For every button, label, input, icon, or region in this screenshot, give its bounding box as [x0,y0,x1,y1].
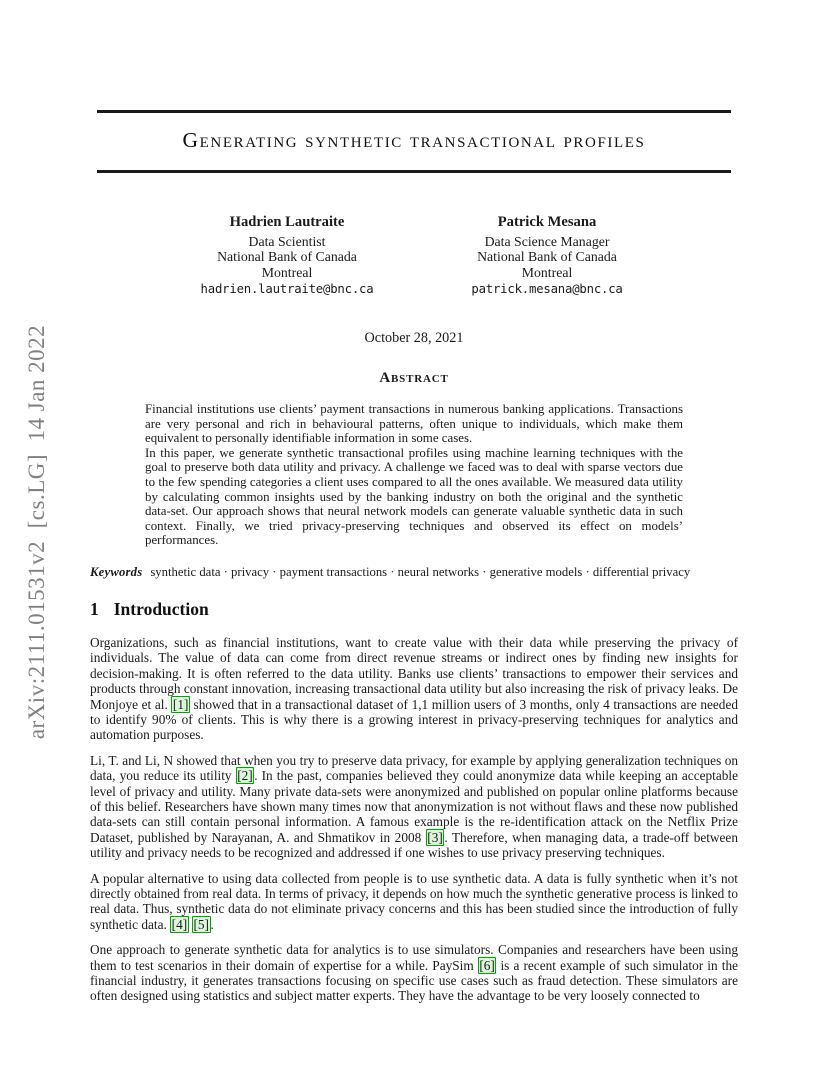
abstract-text [145,402,683,548]
abstract-paragraph: In this paper, we generate synthetic transactional profiles using machine learning techniques with the goal to preserve both data utility and privacy. A challenge we faced was to deal with sparse vectors due to the few spending categories a client uses compared to all the ones available. We measured data utility by calculating common insights used by the banking industry on both the original and the synthetic data-set. Our approach shows that neural network models can generate valuable synthetic data in such context. Finally, we tried privacy-preserving techniques and observed its effect on models’ performances. [145,445,683,548]
body-paragraph: Li, T. and Li, N showed that when you try to preserve data privacy, for example by applying generalization techniques on data, you reduce its utility [2] . In the past, companies believed they could anonymize data while keeping an acceptable level of privacy and utility. Many private data-sets were anonymized and published on popular online platforms because of this belief. Researchers have shown many times now that anonymization is not without flaws and these now published data-sets can still contain personal information. A famous example is the re-identification attack on the Netflix Prize Dataset, published by Narayanan, A. and Shmatikov in 2008 [3] . Therefore, when managing data, a trade-off between utility and privacy needs to be recognized and addressed if one wishes to use privacy preserving techniques. [90,752,738,861]
body-paragraph: A popular alternative to using data collected from people is to use synthetic data. A data is fully synthetic when it’s not directly obtained from real data. In terms of privacy, it depends on how much the synthetic generative process is linked to real data. Thus, synthetic data do not eliminate privacy concerns and this has been studied since the introduction of fully synthetic data. [4] [5] . [90,870,738,932]
author-email: patrick.mesana@bnc.ca [471,281,623,296]
author-block [157,215,417,297]
abstract-heading: Abstract [379,370,449,386]
author-city: Montreal [261,264,313,280]
keywords-line [90,565,738,580]
citation-link[interactable]: [4] [171,916,188,932]
section-title: Introduction [113,598,209,619]
title-rule-top [97,110,731,113]
author-email: hadrien.lautraite@bnc.ca [200,281,374,296]
author-block [417,215,677,297]
author-affiliation: National Bank of Canada [217,249,357,265]
abstract-paragraph: Financial institutions use clients’ payment transactions in numerous banking applications. Transactions are very personal and rich in behavioural patterns, often unique to individuals, which make them equivalent to personally identifiable information in some cases. [145,402,683,446]
keywords-label: Keywords [90,564,143,579]
citation-link[interactable]: [3] [427,829,443,845]
keywords-text: synthetic data · privacy · payment transactions · neural networks · generative models · differential privacy [150,564,691,579]
author-name: Hadrien Lautraite [229,214,345,230]
title-rule-bottom [97,170,731,173]
author-city: Montreal [521,264,573,280]
date: October 28, 2021 [364,330,464,346]
body-paragraph: One approach to generate synthetic data for analytics is to use simulators. Companies and researchers have been using them to test scenarios in their domain of expertise for a while. PaySim [6] is a recent example of such simulator in the financial industry, it generates transactions focusing on specific use cases such as fraud detection. These simulators are often designed using statistics and subject matter experts. They have the advantage to be very loosely connected to [90,942,739,1004]
section-heading [90,599,738,620]
arxiv-watermark: arXiv:2111.01531v2 [cs.LG] 14 Jan 2022 [24,324,49,740]
main-column [90,330,738,1004]
body-paragraph: Organizations, such as financial institutions, want to create value with their data while preserving the privacy of individuals. The value of data can come from direct revenue streams or indirect ones by finding new insights for decision-making. It is often referred to the data utility. Banks use clients’ transactions to empower their services and products through constant innovation, increasing transactional data utility but also increasing the risk of privacy leaks. De Monjoye et al. [1] showed that in a transactional dataset of 1,1 million users of 3 months, only 4 transactions are needed to identify 90% of clients. This is why there is a growing interest in privacy-preserving techniques for analytics and automation purposes. [90,634,738,743]
paper-title: Generating synthetic transactional profiles [182,128,646,152]
author-role: Data Scientist [248,234,326,250]
author-affiliation: National Bank of Canada [477,249,617,265]
section-number: 1 [90,598,99,619]
citation-link[interactable]: [6] [479,957,495,973]
citation-link[interactable]: [1] [172,696,189,712]
author-role: Data Science Manager [484,234,610,250]
author-name: Patrick Mesana [497,214,597,230]
citation-link[interactable]: [5] [193,916,209,932]
citation-link[interactable]: [2] [237,768,253,784]
